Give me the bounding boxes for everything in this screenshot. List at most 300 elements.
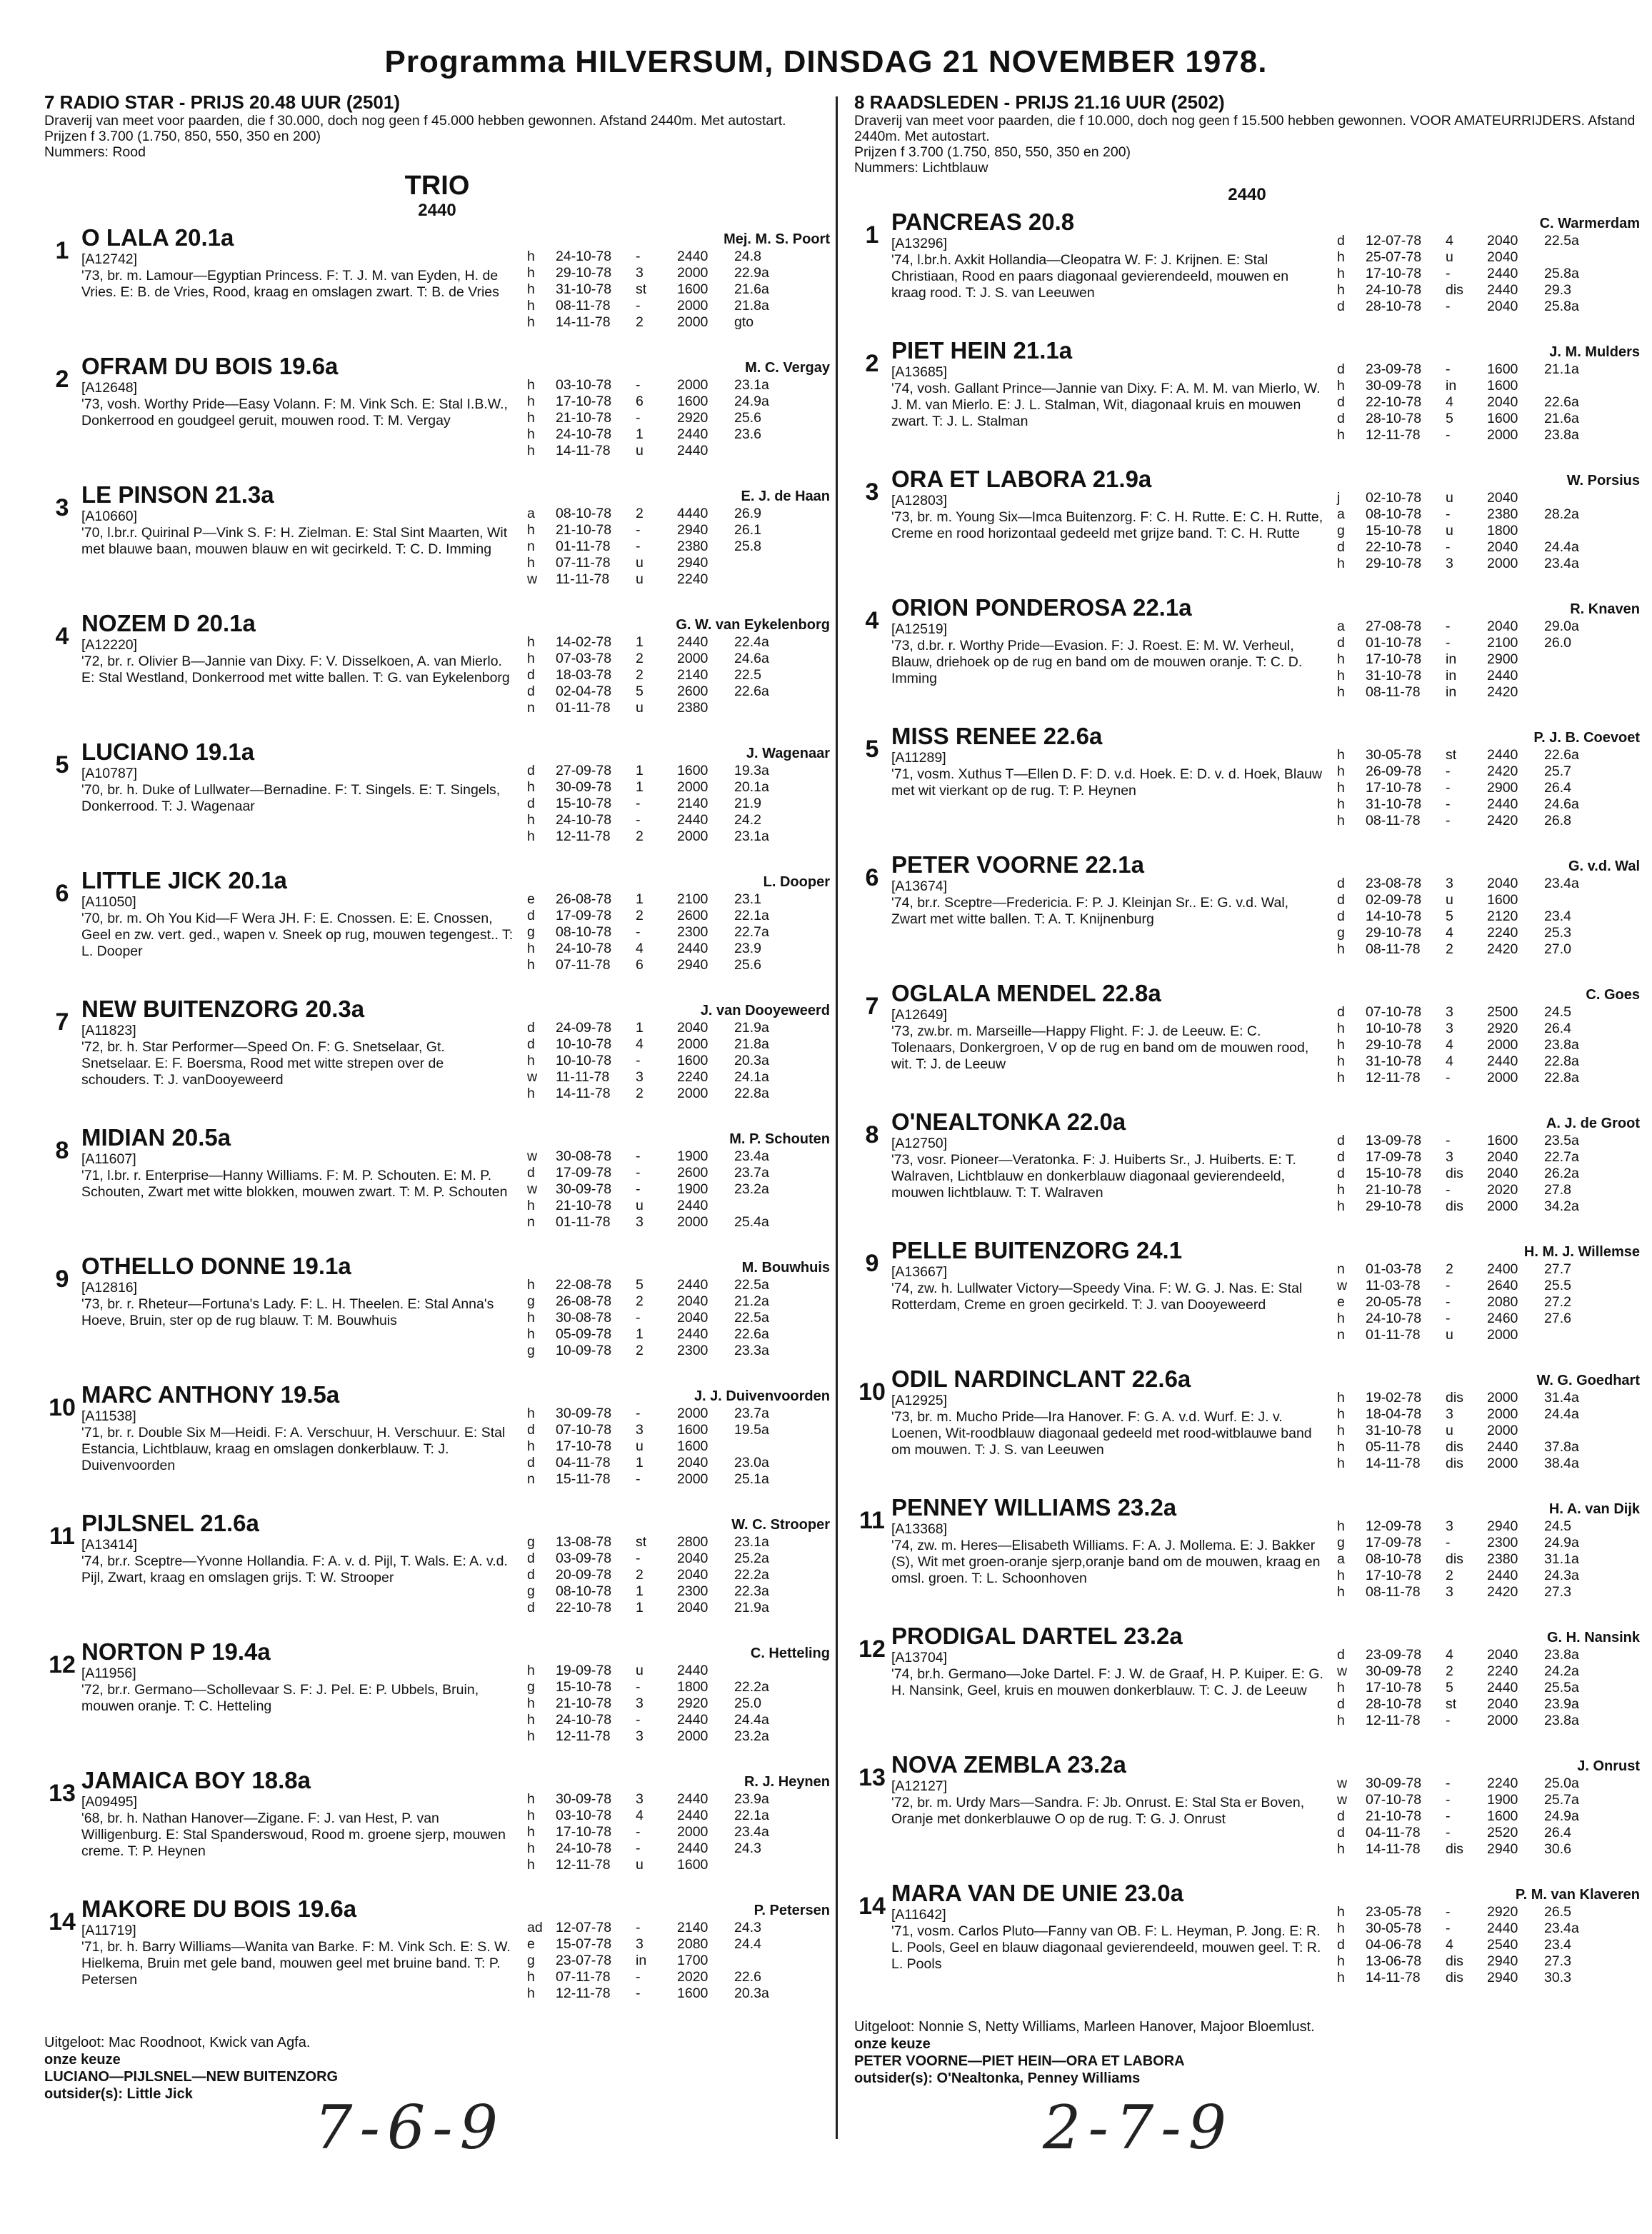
result-place: u (636, 443, 644, 459)
result-distance: 2440 (1487, 266, 1518, 281)
result-track: d (527, 1600, 535, 1616)
result-place: 5 (1446, 1680, 1453, 1695)
horse-name: PETER VOORNE 22.1a (891, 851, 1144, 878)
result-track: d (1337, 361, 1345, 377)
result-distance: 2640 (1487, 1278, 1518, 1293)
result-track: h (1337, 1406, 1345, 1422)
result-track: w (1337, 1663, 1348, 1679)
result-place: 6 (636, 394, 644, 409)
result-place: - (1446, 1182, 1451, 1198)
result-distance: 2940 (1487, 1953, 1518, 1969)
horse-driver: J. Onrust (1577, 1758, 1640, 1774)
result-time: 25.3 (1544, 925, 1571, 941)
result-row (1337, 618, 1594, 635)
result-row (1337, 684, 1594, 701)
horse-results (1337, 1904, 1640, 1986)
result-date: 15-07-78 (556, 1936, 612, 1952)
result-distance: 2240 (1487, 1663, 1518, 1679)
result-time: 29.0a (1544, 618, 1579, 634)
result-row (1337, 1970, 1594, 1986)
result-place: 2 (636, 651, 644, 666)
horse-results (527, 1277, 830, 1359)
result-row (1337, 233, 1594, 249)
result-track: d (527, 1165, 535, 1181)
horse-number: 3 (55, 494, 69, 521)
result-row (1337, 1680, 1594, 1696)
results-table (1337, 1133, 1594, 1215)
result-time: 22.1a (734, 1808, 769, 1823)
result-row (1337, 378, 1594, 394)
result-track: h (527, 1712, 535, 1728)
result-time: 25.2a (734, 1551, 769, 1566)
result-distance: 2040 (677, 1310, 709, 1326)
result-time: 23.4a (1544, 876, 1579, 891)
result-row (1337, 668, 1594, 684)
result-time: 24.9a (734, 394, 769, 409)
result-distance: 2000 (677, 1036, 709, 1052)
result-track: h (527, 1985, 535, 2001)
result-distance: 2000 (1487, 1456, 1518, 1471)
result-place: - (636, 1471, 641, 1487)
result-date: 07-10-78 (556, 1422, 612, 1438)
result-place: - (1446, 763, 1451, 779)
result-track: h (527, 957, 535, 973)
result-date: 17-10-78 (556, 394, 612, 409)
result-distance: 2000 (677, 1086, 709, 1101)
result-date: 21-10-78 (556, 1695, 612, 1711)
result-row (1337, 1149, 1594, 1166)
result-row (1337, 282, 1594, 299)
result-distance: 2380 (1487, 506, 1518, 522)
horse-pedigree: '73, vosh. Worthy Pride—Easy Volann. F: M. Vink Sch. E: Stal I.B.W., Donkerrood en goudgeel geruit, mouwen rood. T: M. Vergay (81, 396, 508, 429)
result-place: 3 (636, 1936, 644, 1952)
result-distance: 2300 (677, 924, 709, 940)
results-table (527, 1406, 784, 1488)
horse-pedigree: '74, zw. h. Lullwater Victory—Speedy Vina. F: W. G. J. Nas. E: Stal Rotterdam, Creme en groen gecirkeld. T: J. van Dooyeweerd (891, 1281, 1303, 1313)
result-row (1337, 1439, 1594, 1456)
result-track: h (527, 1728, 535, 1744)
result-time: 25.7a (1544, 1792, 1579, 1808)
result-date: 07-10-78 (1366, 1792, 1422, 1808)
horse-registration: [A11956] (81, 1666, 136, 1681)
result-row (1337, 1406, 1594, 1423)
horse-name: MARA VAN DE UNIE 23.0a (891, 1880, 1183, 1906)
result-time: 23.4a (1544, 556, 1579, 571)
result-track: h (527, 941, 535, 956)
result-distance: 2000 (1487, 1713, 1518, 1728)
result-time: 25.8a (1544, 266, 1579, 281)
result-date: 29-10-78 (556, 265, 612, 281)
horse-registration: [A13368] (891, 1521, 948, 1537)
result-track: h (1337, 266, 1345, 281)
result-track: h (1337, 1970, 1345, 1985)
result-track: h (1337, 1456, 1345, 1471)
result-track: h (1337, 1182, 1345, 1198)
result-place: 3 (1446, 1518, 1453, 1534)
result-row (1337, 1535, 1594, 1551)
result-place: in (636, 1953, 647, 1968)
result-distance: 2240 (1487, 1775, 1518, 1791)
result-row (527, 394, 784, 410)
horse-results (527, 377, 830, 459)
result-time: 24.3a (1544, 1568, 1579, 1583)
horse-entry (44, 1767, 830, 1895)
horse-registration: [A11538] (81, 1408, 136, 1424)
result-date: 12-07-78 (1366, 233, 1422, 249)
result-distance: 2000 (1487, 1070, 1518, 1086)
result-distance: 2440 (1487, 1568, 1518, 1583)
result-place: - (636, 1165, 641, 1181)
result-row (1337, 1053, 1594, 1070)
result-time: 25.8 (734, 539, 761, 554)
result-track: h (1337, 556, 1345, 571)
result-time: 26.8 (1544, 813, 1571, 828)
result-time: 29.3 (1544, 282, 1571, 298)
result-distance: 2440 (1487, 747, 1518, 763)
result-distance: 2240 (1487, 925, 1518, 941)
horse-description (891, 1007, 1326, 1073)
result-track: h (527, 1824, 535, 1840)
results-table (527, 1277, 784, 1359)
result-track: d (527, 796, 535, 811)
horse-number: 1 (865, 221, 879, 249)
result-row (1337, 506, 1594, 523)
horse-pedigree: '73, br. m. Young Six—Imca Buitenzorg. F: C. H. Rutte. E: C. H. Rutte, Creme en rood horizontaal gedeeld met grijze band. T: C. H. Rutte (891, 509, 1323, 541)
result-row (1337, 1294, 1594, 1311)
result-time: 22.7a (1544, 1149, 1579, 1165)
result-place: dis (1446, 1841, 1463, 1857)
race-prizes: Prijzen f 3.700 (1.750, 850, 550, 350 en 200) (854, 144, 1131, 160)
result-row (527, 298, 784, 314)
result-distance: 2940 (1487, 1518, 1518, 1534)
result-date: 26-08-78 (556, 1293, 612, 1309)
results-table (1337, 876, 1594, 958)
horse-name: PIET HEIN 21.1a (891, 337, 1073, 364)
horse-entry (854, 1237, 1640, 1366)
horse-name: PENNEY WILLIAMS 23.2a (891, 1494, 1177, 1521)
result-row (1337, 1004, 1594, 1021)
result-time: 22.6a (734, 1326, 769, 1342)
result-time: 30.3 (1544, 1970, 1571, 1985)
result-place: 3 (1446, 1406, 1453, 1422)
result-time (734, 1438, 784, 1455)
result-place: st (1446, 747, 1457, 763)
result-row (527, 249, 784, 265)
result-place: u (636, 700, 644, 716)
result-track: h (1337, 651, 1345, 667)
result-track: h (527, 634, 535, 650)
result-track: h (527, 426, 535, 442)
horse-registration: [A11719] (81, 1923, 136, 1938)
result-date: 17-10-78 (1366, 780, 1422, 796)
result-date: 31-10-78 (1366, 796, 1422, 812)
result-date: 14-11-78 (1366, 1970, 1421, 1985)
result-time: 25.8a (1544, 299, 1579, 314)
result-date: 30-09-78 (1366, 378, 1422, 394)
result-track: d (527, 1567, 535, 1583)
result-row (1337, 299, 1594, 315)
result-distance: 2120 (1487, 908, 1518, 924)
horse-results (527, 249, 830, 331)
horse-driver: L. Dooper (763, 874, 830, 890)
result-time: gto (734, 314, 754, 330)
result-distance: 2440 (677, 1198, 709, 1213)
result-date: 10-10-78 (556, 1036, 612, 1052)
result-date: 04-11-78 (556, 1455, 611, 1471)
results-table (527, 1663, 784, 1745)
horse-number: 9 (865, 1250, 879, 1277)
horse-name: PIJLSNEL 21.6a (81, 1510, 259, 1536)
result-distance: 2040 (1487, 1166, 1518, 1181)
result-time: 24.4a (1544, 539, 1579, 555)
result-row (1337, 876, 1594, 892)
result-distance: 1600 (1487, 411, 1518, 426)
result-row (527, 1053, 784, 1069)
horse-description (891, 621, 1326, 687)
result-date: 31-10-78 (556, 281, 612, 297)
result-date: 15-10-78 (1366, 523, 1422, 539)
horse-entry (44, 224, 830, 353)
result-place: dis (1446, 1953, 1463, 1969)
result-distance: 2040 (677, 1551, 709, 1566)
result-date: 12-11-78 (556, 1985, 611, 2001)
horse-results (1337, 1390, 1640, 1472)
result-row (1337, 1713, 1594, 1729)
result-track: d (527, 1551, 535, 1566)
horse-driver: C. Warmerdam (1539, 216, 1640, 231)
result-place: st (1446, 1696, 1457, 1712)
result-track: h (527, 394, 535, 409)
result-date: 08-11-78 (1366, 1584, 1421, 1600)
result-distance: 2940 (1487, 1841, 1518, 1857)
result-date: 17-09-78 (556, 908, 612, 923)
result-row (527, 1936, 784, 1953)
result-row (527, 314, 784, 331)
horse-number: 13 (49, 1780, 76, 1807)
result-row (527, 1712, 784, 1728)
result-time: 21.8a (734, 1036, 769, 1052)
result-date: 08-11-78 (556, 298, 611, 314)
result-track: g (527, 1534, 535, 1550)
horse-pedigree: '74, br.h. Germano—Joke Dartel. F: J. W. de Graaf, H. P. Kuiper. E: G. H. Nansink, Geel, kruis en mouwen donkerblauw. T: C. J. de Leeuw (891, 1666, 1323, 1698)
result-track: d (1337, 1937, 1345, 1953)
result-distance: 1600 (677, 1053, 709, 1068)
result-distance: 2000 (677, 651, 709, 666)
horse-entry (44, 481, 830, 610)
result-time: 21.1a (1544, 361, 1579, 377)
result-track: d (527, 763, 535, 778)
result-date: 08-10-78 (556, 924, 612, 940)
result-date: 10-10-78 (1366, 1021, 1422, 1036)
result-distance: 2440 (1487, 796, 1518, 812)
result-time (734, 1663, 784, 1679)
result-time: 26.4 (1544, 1825, 1571, 1840)
horse-driver: E. J. de Haan (741, 489, 830, 504)
result-row (1337, 1278, 1594, 1294)
horse-results (1337, 1133, 1640, 1215)
result-track: h (1337, 1680, 1345, 1695)
result-row (527, 555, 784, 571)
result-track: h (527, 265, 535, 281)
results-table (1337, 618, 1594, 701)
result-track: h (1337, 1037, 1345, 1053)
result-time: 24.3 (734, 1840, 761, 1856)
result-track: ad (527, 1920, 543, 1935)
result-row (1337, 635, 1594, 651)
result-distance: 2440 (677, 1663, 709, 1678)
result-row (1337, 249, 1594, 266)
result-track: h (1337, 747, 1345, 763)
result-track: h (527, 410, 535, 426)
result-track: h (527, 1857, 535, 1873)
result-distance: 2000 (677, 1471, 709, 1487)
horse-driver: M. Bouwhuis (741, 1260, 830, 1276)
horse-results (1337, 233, 1640, 315)
result-place: - (1446, 780, 1451, 796)
result-place: u (1446, 490, 1453, 506)
result-row (1337, 651, 1594, 668)
result-track: d (1337, 1647, 1345, 1663)
horse-results (1337, 1261, 1640, 1343)
result-track: g (527, 1679, 535, 1695)
result-row (1337, 925, 1594, 941)
result-date: 30-09-78 (556, 1406, 612, 1421)
horse-number: 6 (865, 864, 879, 891)
horse-registration: [A10660] (81, 509, 138, 524)
result-track: g (527, 924, 535, 940)
results-table (527, 1148, 784, 1231)
result-row (527, 1406, 784, 1422)
result-time: 26.2a (1544, 1166, 1579, 1181)
result-distance: 1600 (1487, 1808, 1518, 1824)
result-date: 30-08-78 (556, 1310, 612, 1326)
result-track: g (1337, 1535, 1345, 1551)
results-table (527, 891, 784, 973)
result-place: - (1446, 1133, 1451, 1148)
result-date: 30-09-78 (556, 779, 612, 795)
result-time: 22.1a (734, 908, 769, 923)
horse-pedigree: '70, br. m. Oh You Kid—F Wera JH. F: E. Cnossen. E: E. Cnossen, Geel en zw. vert. ged., wapen v. Sneek op rug, mouwen tegengest.. T: L. Dooper (81, 911, 514, 959)
result-track: h (1337, 1070, 1345, 1086)
result-track: h (527, 779, 535, 795)
result-time (1544, 651, 1594, 668)
horse-list (854, 209, 1640, 2008)
result-track: w (527, 571, 538, 587)
result-place: u (636, 1198, 644, 1213)
result-time (734, 443, 784, 459)
result-time: 22.4a (734, 634, 769, 650)
result-row (527, 1326, 784, 1343)
horse-driver: W. C. Strooper (731, 1517, 830, 1533)
horse-name: NOVA ZEMBLA 23.2a (891, 1751, 1126, 1778)
horse-number: 11 (859, 1507, 885, 1534)
result-date: 30-05-78 (1366, 1920, 1422, 1936)
result-distance: 2040 (1487, 876, 1518, 891)
result-date: 01-11-78 (556, 1214, 611, 1230)
race-numbers: Nummers: Lichtblauw (854, 160, 988, 176)
horse-number: 12 (858, 1636, 886, 1663)
horse-entry (854, 466, 1640, 594)
result-date: 12-11-78 (1366, 1713, 1421, 1728)
result-date: 27-09-78 (556, 763, 612, 778)
result-date: 08-11-78 (1366, 684, 1421, 700)
result-date: 20-05-78 (1366, 1294, 1422, 1310)
results-table (1337, 1390, 1594, 1472)
result-row (1337, 1841, 1594, 1858)
result-date: 14-11-78 (556, 314, 611, 330)
result-date: 21-10-78 (556, 522, 612, 538)
result-place: - (636, 1148, 641, 1164)
result-time: 27.0 (1544, 941, 1571, 957)
result-date: 23-09-78 (1366, 1647, 1422, 1663)
result-time: 23.4 (1544, 1937, 1571, 1953)
result-row (527, 1679, 784, 1695)
result-row (527, 683, 784, 700)
result-track: d (527, 908, 535, 923)
scratched-note: Uitgeloot: Nonnie S, Netty Williams, Marleen Hanover, Majoor Bloemlust. (854, 2019, 1315, 2035)
horse-entry (44, 1381, 830, 1510)
result-place: 4 (636, 1808, 644, 1823)
result-time: 24.6a (734, 651, 769, 666)
result-place: dis (1446, 1198, 1463, 1214)
result-time: 23.1a (734, 828, 769, 844)
horse-name: O LALA 20.1a (81, 224, 234, 251)
result-track: h (527, 1326, 535, 1342)
result-date: 04-11-78 (1366, 1825, 1421, 1840)
result-place: - (1446, 1311, 1451, 1326)
result-distance: 2020 (1487, 1182, 1518, 1198)
results-table (1337, 1904, 1594, 1986)
result-time: 31.4a (1544, 1390, 1579, 1406)
result-distance: 2940 (677, 957, 709, 973)
result-distance: 1600 (677, 281, 709, 297)
horse-pedigree: '74, vosh. Gallant Prince—Jannie van Dixy. F: A. M. M. van Mierlo, W. J. M. van Mierlo. E: J. L. Stalman, Wit, diagonaal kruis en mouwen zwart. T: J. L. Stalman (891, 381, 1321, 429)
result-row (1337, 1311, 1594, 1327)
result-track: d (1337, 411, 1345, 426)
horse-description (81, 1023, 516, 1088)
result-place: 4 (1446, 1937, 1453, 1953)
result-distance: 2440 (677, 1277, 709, 1293)
horse-number: 10 (858, 1378, 886, 1406)
horse-pedigree: '73, br. r. Rheteur—Fortuna's Lady. F: L. H. Theelen. E: Stal Anna's Hoeve, Bruin, ster op de rug blauw. T: M. Bouwhuis (81, 1296, 494, 1328)
result-row (527, 443, 784, 459)
result-distance: 2440 (1487, 1920, 1518, 1936)
result-distance: 2440 (677, 426, 709, 442)
result-track: h (1337, 1518, 1345, 1534)
result-row (527, 1551, 784, 1567)
result-time: 22.2a (734, 1679, 769, 1695)
result-track: d (1337, 233, 1345, 249)
result-place: - (1446, 1904, 1451, 1920)
result-track: h (1337, 684, 1345, 700)
result-row (1337, 796, 1594, 813)
result-distance: 2420 (1487, 813, 1518, 828)
result-track: h (1337, 1423, 1345, 1438)
result-distance: 1600 (1487, 1133, 1518, 1148)
race-prizes: Prijzen f 3.700 (1.750, 850, 550, 350 en 200) (44, 129, 321, 144)
result-date: 15-10-78 (556, 1679, 612, 1695)
result-row (527, 1969, 784, 1985)
result-date: 31-10-78 (1366, 1423, 1422, 1438)
result-distance: 2000 (1487, 1390, 1518, 1406)
result-time: 23.7a (734, 1165, 769, 1181)
result-time: 31.1a (1544, 1551, 1579, 1567)
result-distance: 2440 (1487, 1053, 1518, 1069)
result-place: - (636, 1310, 641, 1326)
horse-description (891, 1650, 1326, 1699)
horse-pedigree: '68, br. h. Nathan Hanover—Zigane. F: J. van Hest, P. van Willigenburg. E: Stal Spanderswoud, Rood m. groene sjerp, mouwen creme. T: P. Heynen (81, 1810, 506, 1859)
result-time: 20.1a (734, 779, 769, 795)
